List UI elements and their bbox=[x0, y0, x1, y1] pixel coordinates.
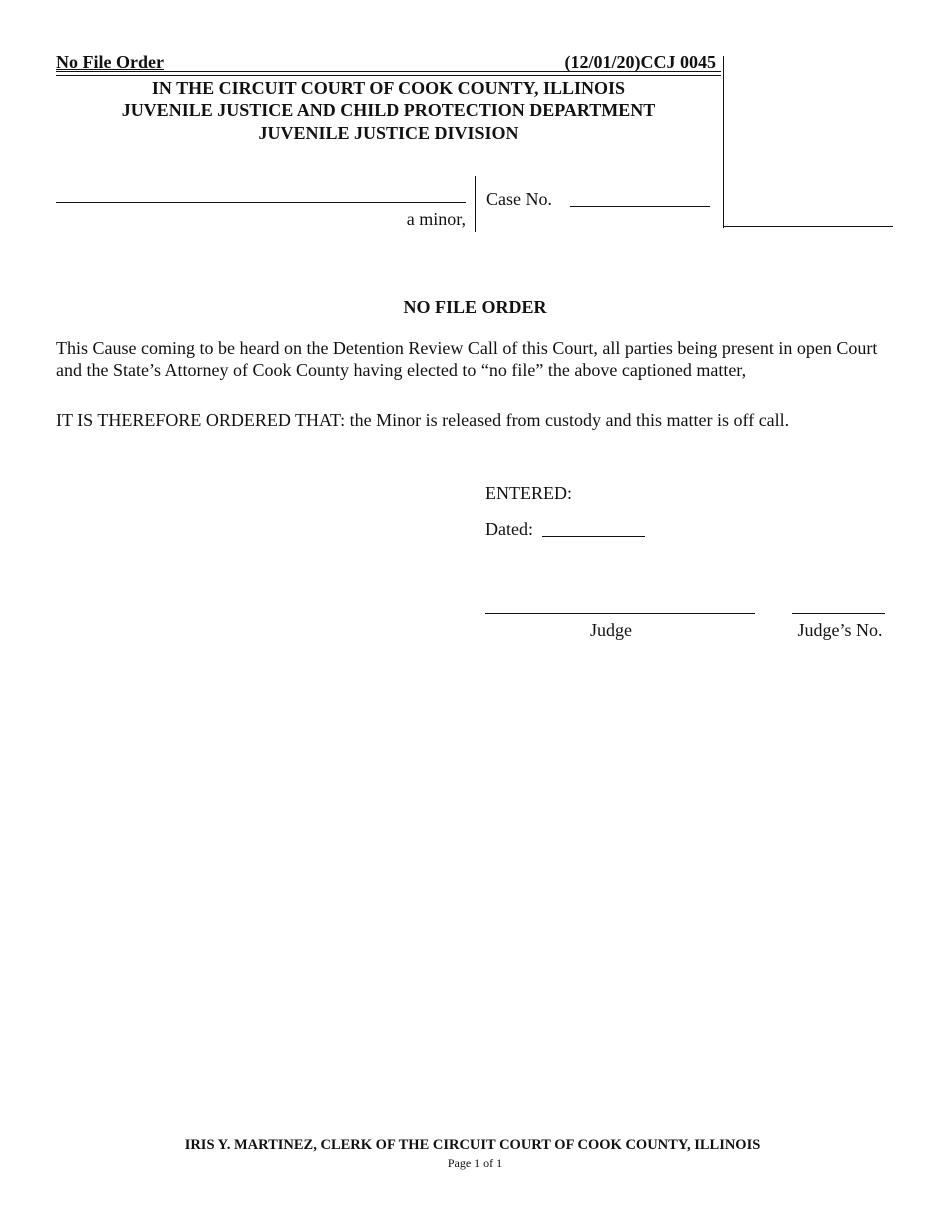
department-name: JUVENILE JUSTICE AND CHILD PROTECTION DEPARTMENT bbox=[121, 100, 656, 120]
judge-number-label: Judge’s No. bbox=[797, 620, 883, 640]
minor-label: a minor, bbox=[406, 209, 466, 229]
cause-paragraph: This Cause coming to be heard on the Detention Review Call of this Court, all parties being present in open Court and the State’s Attorney of Cook County having elected to “no file” the above captioned matter, bbox=[56, 338, 878, 380]
entered-label: ENTERED: bbox=[485, 483, 572, 503]
order-title: NO FILE ORDER bbox=[403, 297, 547, 317]
division-name: JUVENILE JUSTICE DIVISION bbox=[258, 123, 519, 143]
clerk-stamp-box-bottom-border bbox=[723, 226, 893, 227]
minor-name-field[interactable] bbox=[56, 202, 466, 203]
dated-field[interactable] bbox=[542, 536, 645, 537]
judge-label: Judge bbox=[590, 620, 632, 640]
header-double-rule bbox=[56, 71, 721, 76]
ordered-paragraph: IT IS THEREFORE ORDERED THAT: the Minor is released from custody and this matter is off call. bbox=[56, 410, 790, 430]
clerk-footer: IRIS Y. MARTINEZ, CLERK OF THE CIRCUIT COURT OF COOK COUNTY, ILLINOIS bbox=[184, 1137, 761, 1153]
dated-label: Dated: bbox=[485, 519, 533, 539]
clerk-stamp-box-left-border bbox=[723, 56, 724, 228]
form-code: (12/01/20)CCJ 0045 bbox=[564, 52, 716, 72]
court-name: IN THE CIRCUIT COURT OF COOK COUNTY, ILLINOIS bbox=[151, 78, 626, 98]
caption-divider bbox=[475, 176, 476, 232]
judge-number-field[interactable] bbox=[792, 613, 885, 614]
judge-signature-field[interactable] bbox=[485, 613, 755, 614]
page-number: Page 1 of 1 bbox=[447, 1156, 503, 1170]
case-number-field[interactable] bbox=[570, 206, 710, 207]
case-number-label: Case No. bbox=[486, 189, 552, 209]
form-name: No File Order bbox=[56, 52, 164, 72]
